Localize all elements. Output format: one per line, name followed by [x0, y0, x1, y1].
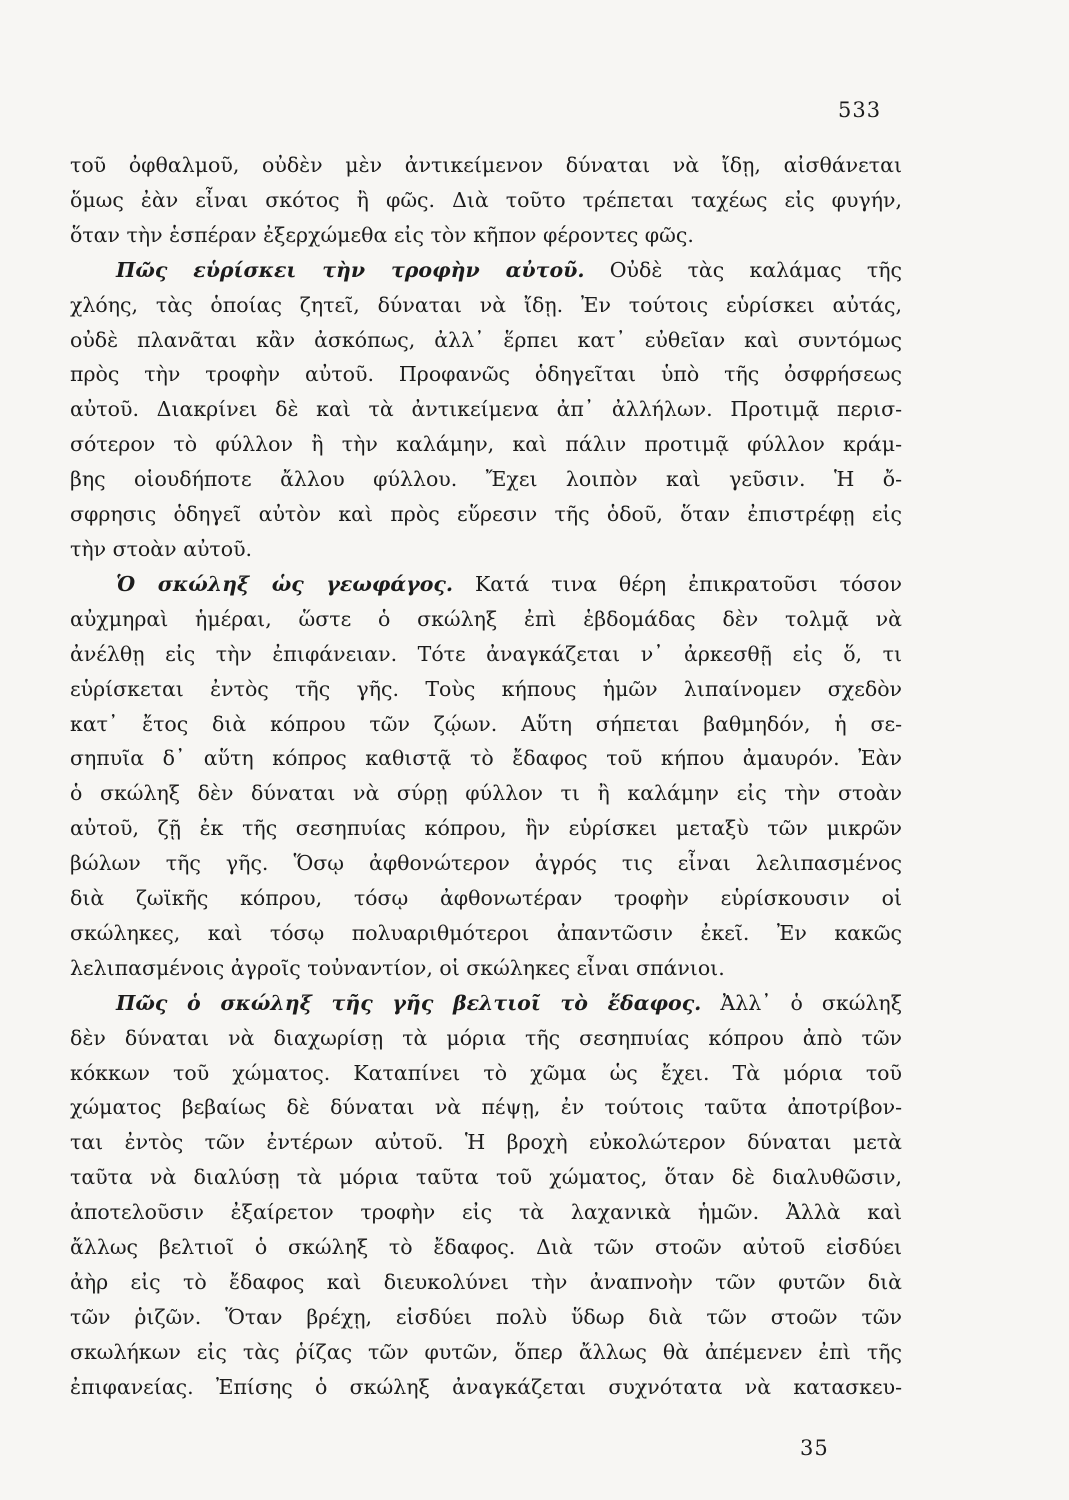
text-run: ὅμως ἐὰν εἶναι σκότος ἢ φῶς. Διὰ τοῦτο τρέπεται ταχέως εἰς φυγήν, — [70, 187, 902, 212]
text-line — [70, 323, 902, 358]
text-run: ἀὴρ εἰς τὸ ἔδαφος καὶ διευκολύνει τὴν ἀναπνοὴν τῶν φυτῶν διὰ — [70, 1270, 902, 1294]
text-run: αὐτοῦ. Διακρίνει δὲ καὶ τὰ ἀντικείμενα ἀπ᾽ ἀλλήλων. Προτιμᾷ περισ- — [70, 397, 902, 422]
text-run: βώλων τῆς γῆς. Ὅσῳ ἀφθονώτερον ἀγρός τις εἶναι λελιπασμένος — [70, 851, 902, 876]
text-line — [70, 1230, 902, 1265]
text-run: λελιπασμένοις ἀγροῖς τοὐναντίον, οἱ σκώληκες εἶναι σπάνιοι. — [70, 955, 725, 980]
text-run: σκώληκες, καὶ τόσῳ πολυαριθμότεροι ἀπαντῶσιν ἐκεῖ. Ἐν κακῶς — [70, 920, 902, 945]
text-line — [70, 1160, 902, 1195]
text-run: οὐδὲ πλανᾶται κἂν ἀσκόπως, ἀλλ᾽ ἕρπει κατ᾽ εὐθεῖαν καὶ συντόμως — [70, 327, 902, 352]
text-line — [70, 462, 902, 497]
text-line — [70, 951, 902, 986]
text-line — [70, 1090, 902, 1125]
text-line — [70, 637, 902, 672]
section-heading: Πῶς ὁ σκώληξ τῆς γῆς βελτιοῖ τὸ ἔδαφος. — [116, 990, 702, 1015]
text-line — [70, 1300, 902, 1335]
text-run: χώματος βεβαίως δὲ δύναται νὰ πέψῃ, ἐν τούτοις ταῦτα ἀποτρίβον- — [70, 1095, 902, 1120]
text-line — [70, 288, 902, 323]
text-line — [70, 1195, 902, 1230]
text-run: διὰ ζωϊκῆς κόπρου, τόσῳ ἀφθονωτέραν τροφὴν εὑρίσκουσιν οἱ — [70, 886, 902, 911]
text-run: σότερον τὸ φύλλον ἢ τὴν καλάμην, καὶ πάλιν προτιμᾷ φύλλον κράμ- — [70, 432, 902, 457]
text-line — [70, 427, 902, 462]
section-heading-line — [70, 986, 902, 1021]
text-run: τῶν ῥιζῶν. Ὅταν βρέχῃ, εἰσδύει πολὺ ὕδωρ διὰ τῶν στοῶν τῶν — [70, 1304, 902, 1329]
text-run: σφρησις ὁδηγεῖ αὐτὸν καὶ πρὸς εὕρεσιν τῆς ὁδοῦ, ὅταν ἐπιστρέφῃ εἰς — [70, 502, 902, 527]
text-run: ὁ σκώληξ δὲν δύναται νὰ σύρῃ φύλλον τι ἢ καλάμην εἰς τὴν στοὰν — [70, 781, 902, 806]
text-run: αὐχμηραὶ ἡμέραι, ὥστε ὁ σκώληξ ἐπὶ ἑβδομάδας δὲν τολμᾷ νὰ — [70, 606, 902, 631]
text-line — [70, 776, 902, 811]
text-run: Οὐδὲ τὰς καλάμας τῆς — [584, 257, 903, 282]
text-line — [70, 357, 902, 392]
text-run: τὴν στοὰν αὐτοῦ. — [70, 536, 253, 561]
text-line — [70, 811, 902, 846]
text-run: ἀνέλθῃ εἰς τὴν ἐπιφάνειαν. Τότε ἀναγκάζεται ν᾽ ἀρκεσθῇ εἰς ὅ, τι — [70, 641, 902, 666]
text-line — [70, 532, 902, 567]
text-run: βης οἱουδήποτε ἄλλου φύλλου. Ἔχει λοιπὸν καὶ γεῦσιν. Ἡ ὄ- — [70, 467, 902, 492]
page-number: 533 — [838, 98, 882, 122]
section-heading-line — [70, 253, 902, 288]
text-run: ἐπιφανείας. Ἐπίσης ὁ σκώληξ ἀναγκάζεται συχνότατα νὰ κατασκευ- — [70, 1374, 902, 1399]
text-line — [70, 218, 902, 253]
text-line — [70, 602, 902, 637]
text-run: ται ἐντὸς τῶν ἐντέρων αὐτοῦ. Ἡ βροχὴ εὐκολώτερον δύναται μετὰ — [70, 1130, 902, 1155]
text-line — [70, 1125, 902, 1160]
text-line — [70, 183, 902, 218]
printer-signature-mark: 35 — [800, 1436, 829, 1460]
text-line — [70, 672, 902, 707]
text-run: ἀποτελοῦσιν ἐξαίρετον τροφὴν εἰς τὰ λαχανικὰ ἡμῶν. Ἀλλὰ καὶ — [70, 1200, 902, 1225]
text-line — [70, 497, 902, 532]
text-run: ταῦτα νὰ διαλύσῃ τὰ μόρια ταῦτα τοῦ χώματος, ὅταν δὲ διαλυθῶσιν, — [70, 1165, 902, 1190]
section-heading: Πῶς εὑρίσκει τὴν τροφὴν αὐτοῦ. — [116, 257, 585, 282]
text-line — [70, 707, 902, 742]
text-run: πρὸς τὴν τροφὴν αὐτοῦ. Προφανῶς ὁδηγεῖται ὑπὸ τῆς ὀσφρήσεως — [70, 362, 902, 387]
text-run: ἄλλως βελτιοῖ ὁ σκώληξ τὸ ἔδαφος. Διὰ τῶν στοῶν αὐτοῦ εἰσδύει — [70, 1235, 902, 1260]
text-run: σηπυῖα δ᾽ αὕτη κόπρος καθιστᾷ τὸ ἔδαφος τοῦ κήπου ἀμαυρόν. Ἐὰν — [70, 746, 902, 771]
text-run: χλόης, τὰς ὁποίας ζητεῖ, δύναται νὰ ἴδῃ. Ἐν τούτοις εὑρίσκει αὐτάς, — [70, 292, 902, 317]
text-run: Ἀλλ᾽ ὁ σκώληξ — [701, 990, 902, 1015]
text-line — [70, 881, 902, 916]
text-line — [70, 1335, 902, 1370]
text-line — [70, 916, 902, 951]
section-heading-line — [70, 567, 902, 602]
text-run: δὲν δύναται νὰ διαχωρίσῃ τὰ μόρια τῆς σεσηπυίας κόπρου ἀπὸ τῶν — [70, 1025, 902, 1050]
text-line — [70, 1265, 902, 1300]
text-run: εὑρίσκεται ἐντὸς τῆς γῆς. Τοὺς κήπους ἡμῶν λιπαίνομεν σχεδὸν — [70, 676, 902, 701]
text-line — [70, 392, 902, 427]
text-run: αὐτοῦ, ζῇ ἐκ τῆς σεσηπυίας κόπρου, ἣν εὑρίσκει μεταξὺ τῶν μικρῶν — [70, 816, 902, 841]
body-text — [70, 148, 902, 1405]
text-run: κόκκων τοῦ χώματος. Καταπίνει τὸ χῶμα ὡς ἔχει. Τὰ μόρια τοῦ — [70, 1060, 902, 1085]
text-line — [70, 1056, 902, 1091]
text-run: τοῦ ὀφθαλμοῦ, οὐδὲν μὲν ἀντικείμενον δύναται νὰ ἴδῃ, αἰσθάνεται — [70, 153, 902, 177]
text-line — [70, 148, 902, 183]
text-line — [70, 846, 902, 881]
text-run: Κατά τινα θέρη ἐπικρατοῦσι τόσον — [452, 571, 902, 596]
text-run: κατ᾽ ἔτος διὰ κόπρου τῶν ζῴων. Αὕτη σήπεται βαθμηδόν, ἡ σε- — [70, 711, 902, 736]
section-heading: Ὁ σκώληξ ὡς γεωφάγος. — [116, 571, 453, 596]
text-run: σκωλήκων εἰς τὰς ῥίζας τῶν φυτῶν, ὅπερ ἄλλως θὰ ἀπέμενεν ἐπὶ τῆς — [70, 1339, 902, 1364]
text-line — [70, 741, 902, 776]
text-line — [70, 1370, 902, 1405]
text-run: ὅταν τὴν ἑσπέραν ἐξερχώμεθα εἰς τὸν κῆπον φέροντες φῶς. — [70, 222, 694, 247]
text-line — [70, 1021, 902, 1056]
